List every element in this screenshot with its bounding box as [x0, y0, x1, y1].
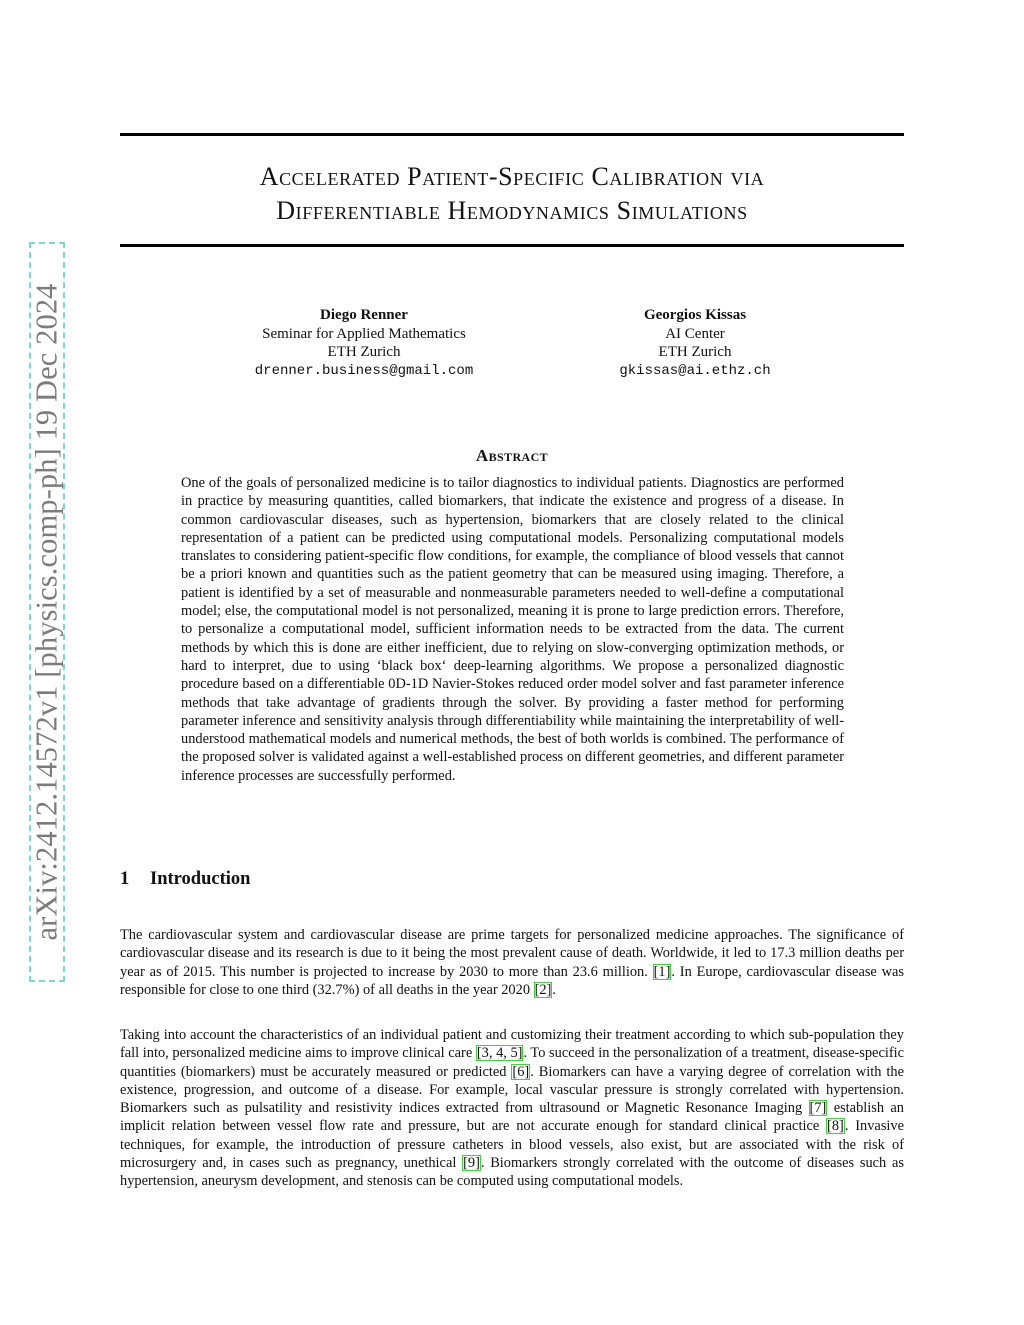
author-affiliation: Seminar for Applied Mathematics	[262, 325, 466, 342]
paper-title-line-2: Differentiable Hemodynamics Simulations	[276, 196, 748, 225]
author-name: Diego Renner	[320, 307, 408, 323]
author-name: Georgios Kissas	[643, 307, 747, 323]
paragraph-text: . Biomarkers can have a varying degree of correlation with the existence, progression, and outcome of a disease. For example, local vascular pressure is strongly correlated with hypertension. Biomarkers such as pulsatility and resistivity indices extracted from ultrasound or Magnetic Resonance Imaging	[120, 1063, 904, 1117]
citation-link-8[interactable]: [8]	[827, 1118, 844, 1135]
author-block-kissas	[525, 306, 865, 380]
paper-title-line-1: Accelerated Patient-Specific Calibration via	[259, 162, 765, 191]
author-block-renner	[194, 306, 534, 380]
citation-link-3-4-5[interactable]: [3, 4, 5]	[476, 1045, 523, 1062]
title-rule-bottom	[120, 244, 904, 247]
paragraph-text: . Biomarkers strongly correlated with the outcome of diseases such as hypertension, aneurysm development, and stenosis can be computed using computational models.	[120, 1155, 904, 1190]
citation-link-1[interactable]: [1]	[653, 963, 671, 980]
abstract-text: One of the goals of personalized medicine is to tailor diagnostics to individual patients. Diagnostics are performed in practice by measuring quantities, called biomarkers, that indicate the existence and progress of a disease. In common cardiovascular diseases, such as hypertension, biomarkers that are closely related to the clinical representation of a patient can be predicted using computational models. Personalizing computational models translates to considering patient-specific flow conditions, for example, the compliance of blood vessels that cannot be a priori known and quantities such as the patient geometry that can be measured using imaging. Therefore, a patient is identified by a set of measurable and nonmeasurable parameters needed to well-define a computational model; else, the computational model is not personalized, meaning it is prone to large prediction errors. Therefore, to personalize a computational model, sufficient information needs to be extracted from the data. The current methods by which this is done are either inefficient, due to relying on slow-converging optimization methods, or hard to interpret, due to using ‘black box‘ deep-learning algorithms. We propose a personalized diagnostic procedure based on a differentiable 0D-1D Navier-Stokes reduced order model solver and fast parameter inference methods that take advantage of gradients through the solver. By providing a faster method for performing parameter inference and sensitivity analysis through differentiability while maintaining the interpretability of well-understood mathematical models and numerical methods, the best of both worlds is combined. The performance of the proposed solver is validated against a well-established process on different geometries, and different parameter inference processes are successfully performed.	[181, 475, 844, 784]
intro-paragraph-2	[120, 1026, 904, 1191]
intro-paragraph-1	[120, 926, 904, 999]
paragraph-text: The cardiovascular system and cardiovascular disease are prime targets for personalized medicine approaches. The significance of cardiovascular disease and its research is due to it being the most prevalent cause of death. Worldwide, it led to 17.3 million deaths per year as of 2015. This number is projected to increase by 2030 to more than 23.6 million.	[120, 927, 904, 980]
citation-link-7[interactable]: [7]	[809, 1100, 827, 1117]
title-rule-top	[120, 133, 904, 136]
author-email[interactable]: drenner.business@gmail.com	[254, 362, 474, 379]
author-institution: ETH Zurich	[327, 344, 401, 360]
paper-title	[120, 160, 904, 228]
abstract-heading: Abstract	[475, 446, 549, 465]
author-email[interactable]: gkissas@ai.ethz.ch	[619, 362, 771, 379]
arxiv-identifier[interactable]: arXiv:2412.14572v1 [physics.comp-ph] 19 Dec 2024	[29, 283, 64, 941]
section-number: 1	[120, 869, 130, 889]
paragraph-text: establish an implicit relation between vessel flow rate and pressure, but are not accurate enough for standard clinical practice	[120, 1100, 904, 1135]
citation-link-2[interactable]: [2]	[534, 981, 552, 998]
paragraph-text: . To succeed in the personalization of a treatment, disease-specific quantities (biomarkers) must be accurately measured or predicted	[120, 1045, 905, 1080]
paragraph-text: . In Europe, cardiovascular disease was responsible for close to one third (32.7%) of all deaths in the year 2020	[120, 963, 905, 998]
author-institution: ETH Zurich	[658, 344, 732, 360]
citation-link-9[interactable]: [9]	[463, 1155, 480, 1172]
paragraph-text: Taking into account the characteristics of an individual patient and customizing their treatment according to which sub-population they fall into, personalized medicine aims to improve clinical care	[120, 1027, 904, 1062]
paragraph-text: .	[552, 981, 557, 998]
citation-link-6[interactable]: [6]	[512, 1063, 530, 1080]
author-affiliation: AI Center	[665, 325, 725, 342]
section-heading-introduction	[120, 869, 250, 890]
section-title: Introduction	[150, 869, 251, 889]
paragraph-text: . Invasive techniques, for example, the introduction of pressure catheters in blood vessels, also exist, but are associated with the risk of microsurgery and, in cases such as pregnancy, unethical	[120, 1118, 904, 1172]
